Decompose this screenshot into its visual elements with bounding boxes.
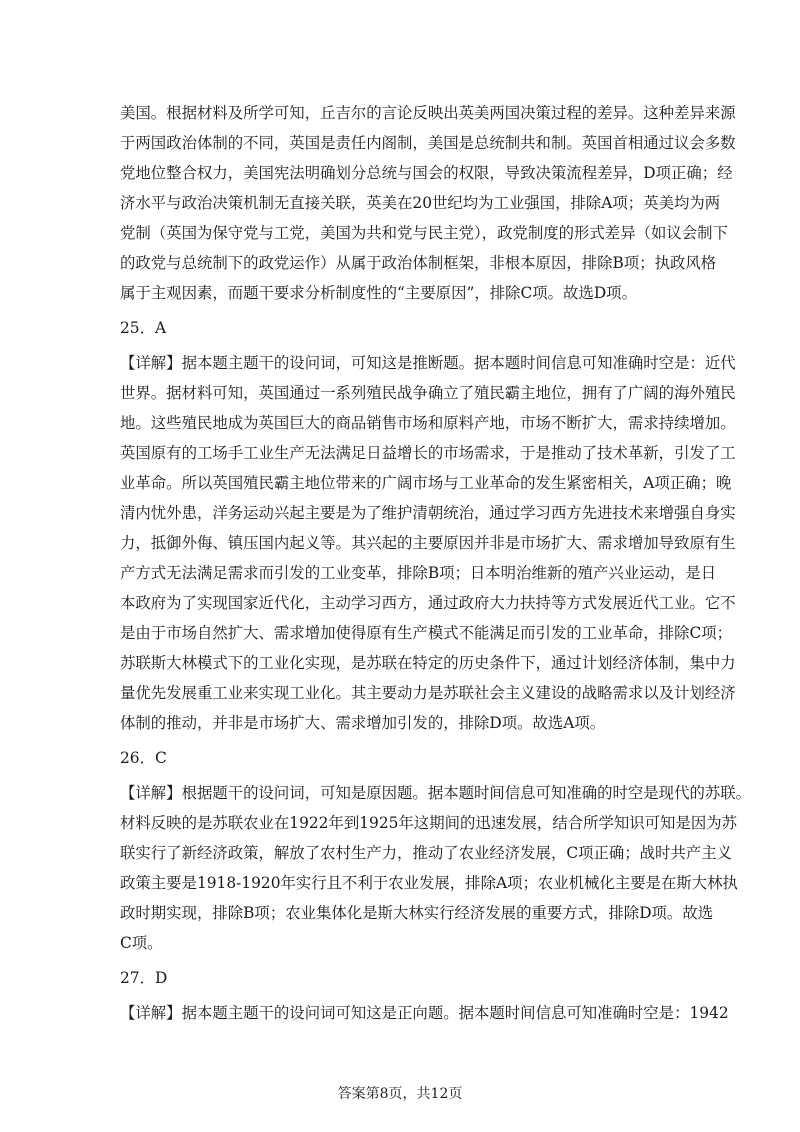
paragraph-line: 党地位整合权力，美国宪法明确划分总统与国会的权限，导致决策流程差异，D项正确；经 — [120, 164, 733, 182]
page-footer: 答案第8页，共12页 — [337, 1086, 463, 1102]
paragraph-line: 属于主观因素，而题干要求分析制度性的“主要原因”，排除C项。故选D项。 — [120, 284, 637, 302]
paragraph-line: 业革命。所以英国殖民霸主地位带来的广阔市场与工业革命的发生紧密相关，A项正确；晚 — [120, 474, 732, 492]
paragraph-line: 英国原有的工场手工业生产无法满足日益增长的市场需求，于是推动了技术革新，引发了工 — [120, 444, 736, 462]
paragraph-line: 是由于市场自然扩大、需求增加使得原有生产模式不能满足而引发的工业革命，排除C项； — [120, 624, 733, 642]
paragraph-line: 于两国政治体制的不同，英国是责任内阁制，美国是总统制共和制。英国首相通过议会多数 — [120, 134, 736, 152]
paragraph-line: 清内忧外患，洋务运动兴起主要是为了维护清朝统治，通过学习西方先进技术来增强自身实 — [120, 504, 736, 522]
paragraph-line: 【详解】据本题主题干的设问词可知这是正向题。据本题时间信息可知准确时空是：1942 — [120, 1004, 729, 1022]
paragraph-line: 【详解】据本题主题干的设问词，可知这是推断题。据本题时间信息可知准确时空是：近代 — [120, 354, 736, 372]
paragraph-line: 【详解】根据题干的设问词，可知是原因题。据本题时间信息可知准确的时空是现代的苏联。 — [120, 784, 752, 802]
paragraph-line: 济水平与政治决策机制无直接关联，英美在20世纪均为工业强国，排除A项；英美均为两 — [120, 194, 721, 212]
paragraph-line: 世界。据材料可知，英国通过一系列殖民战争确立了殖民霸主地位，拥有了广阔的海外殖民 — [120, 384, 736, 402]
paragraph-line: 材料反映的是苏联农业在1922年到1925年这期间的迅速发展，结合所学知识可知是因为苏 — [120, 814, 738, 832]
paragraph-line: 党制（英国为保守党与工党，美国为共和党与民主党），政党制度的形式差异（如议会制下 — [120, 224, 728, 242]
paragraph-line: 政时期实现，排除B项；农业集体化是斯大林实行经济发展的重要方式，排除D项。故选 — [120, 904, 714, 922]
paragraph-line: 的政党与总统制下的政党运作）从属于政治体制框架，非根本原因，排除B项；执政风格 — [120, 254, 717, 272]
paragraph-line: 苏联斯大林模式下的工业化实现，是苏联在特定的历史条件下，通过计划经济体制，集中力 — [120, 654, 736, 672]
paragraph-line: 力，抵御外侮、镇压国内起义等。其兴起的主要原因并非是市场扩大、需求增加导致原有生 — [120, 534, 736, 552]
paragraph-line: 美国。根据材料及所学可知，丘吉尔的言论反映出英美两国决策过程的差异。这种差异来源 — [120, 104, 736, 122]
paragraph-line: 量优先发展重工业来实现工业化。其主要动力是苏联社会主义建设的战略需求以及计划经济 — [120, 684, 736, 702]
paragraph-line: 产方式无法满足需求而引发的工业变革，排除B项；日本明治维新的殖产兴业运动，是日 — [120, 564, 717, 582]
paragraph-line: 本政府为了实现国家近代化，主动学习西方，通过政府大力扶持等方式发展近代工业。它不 — [120, 594, 736, 612]
paragraph-line: 体制的推动，并非是市场扩大、需求增加引发的，排除D项。故选A项。 — [120, 714, 606, 732]
answer-number-26: 26．C — [120, 749, 167, 767]
paragraph-line: 政策主要是1918-1920年实行且不利于农业发展，排除A项；农业机械化主要是在斯大林执 — [120, 874, 738, 892]
paragraph-line: 联实行了新经济政策，解放了农村生产力，推动了农业经济发展，C项正确；战时共产主义 — [120, 844, 733, 862]
paragraph-line: C项。 — [120, 934, 163, 952]
answer-number-25: 25．A — [120, 319, 167, 337]
answer-number-27: 27．D — [120, 969, 168, 987]
paragraph-line: 地。这些殖民地成为英国巨大的商品销售市场和原料产地，市场不断扩大，需求持续增加。 — [120, 414, 736, 432]
